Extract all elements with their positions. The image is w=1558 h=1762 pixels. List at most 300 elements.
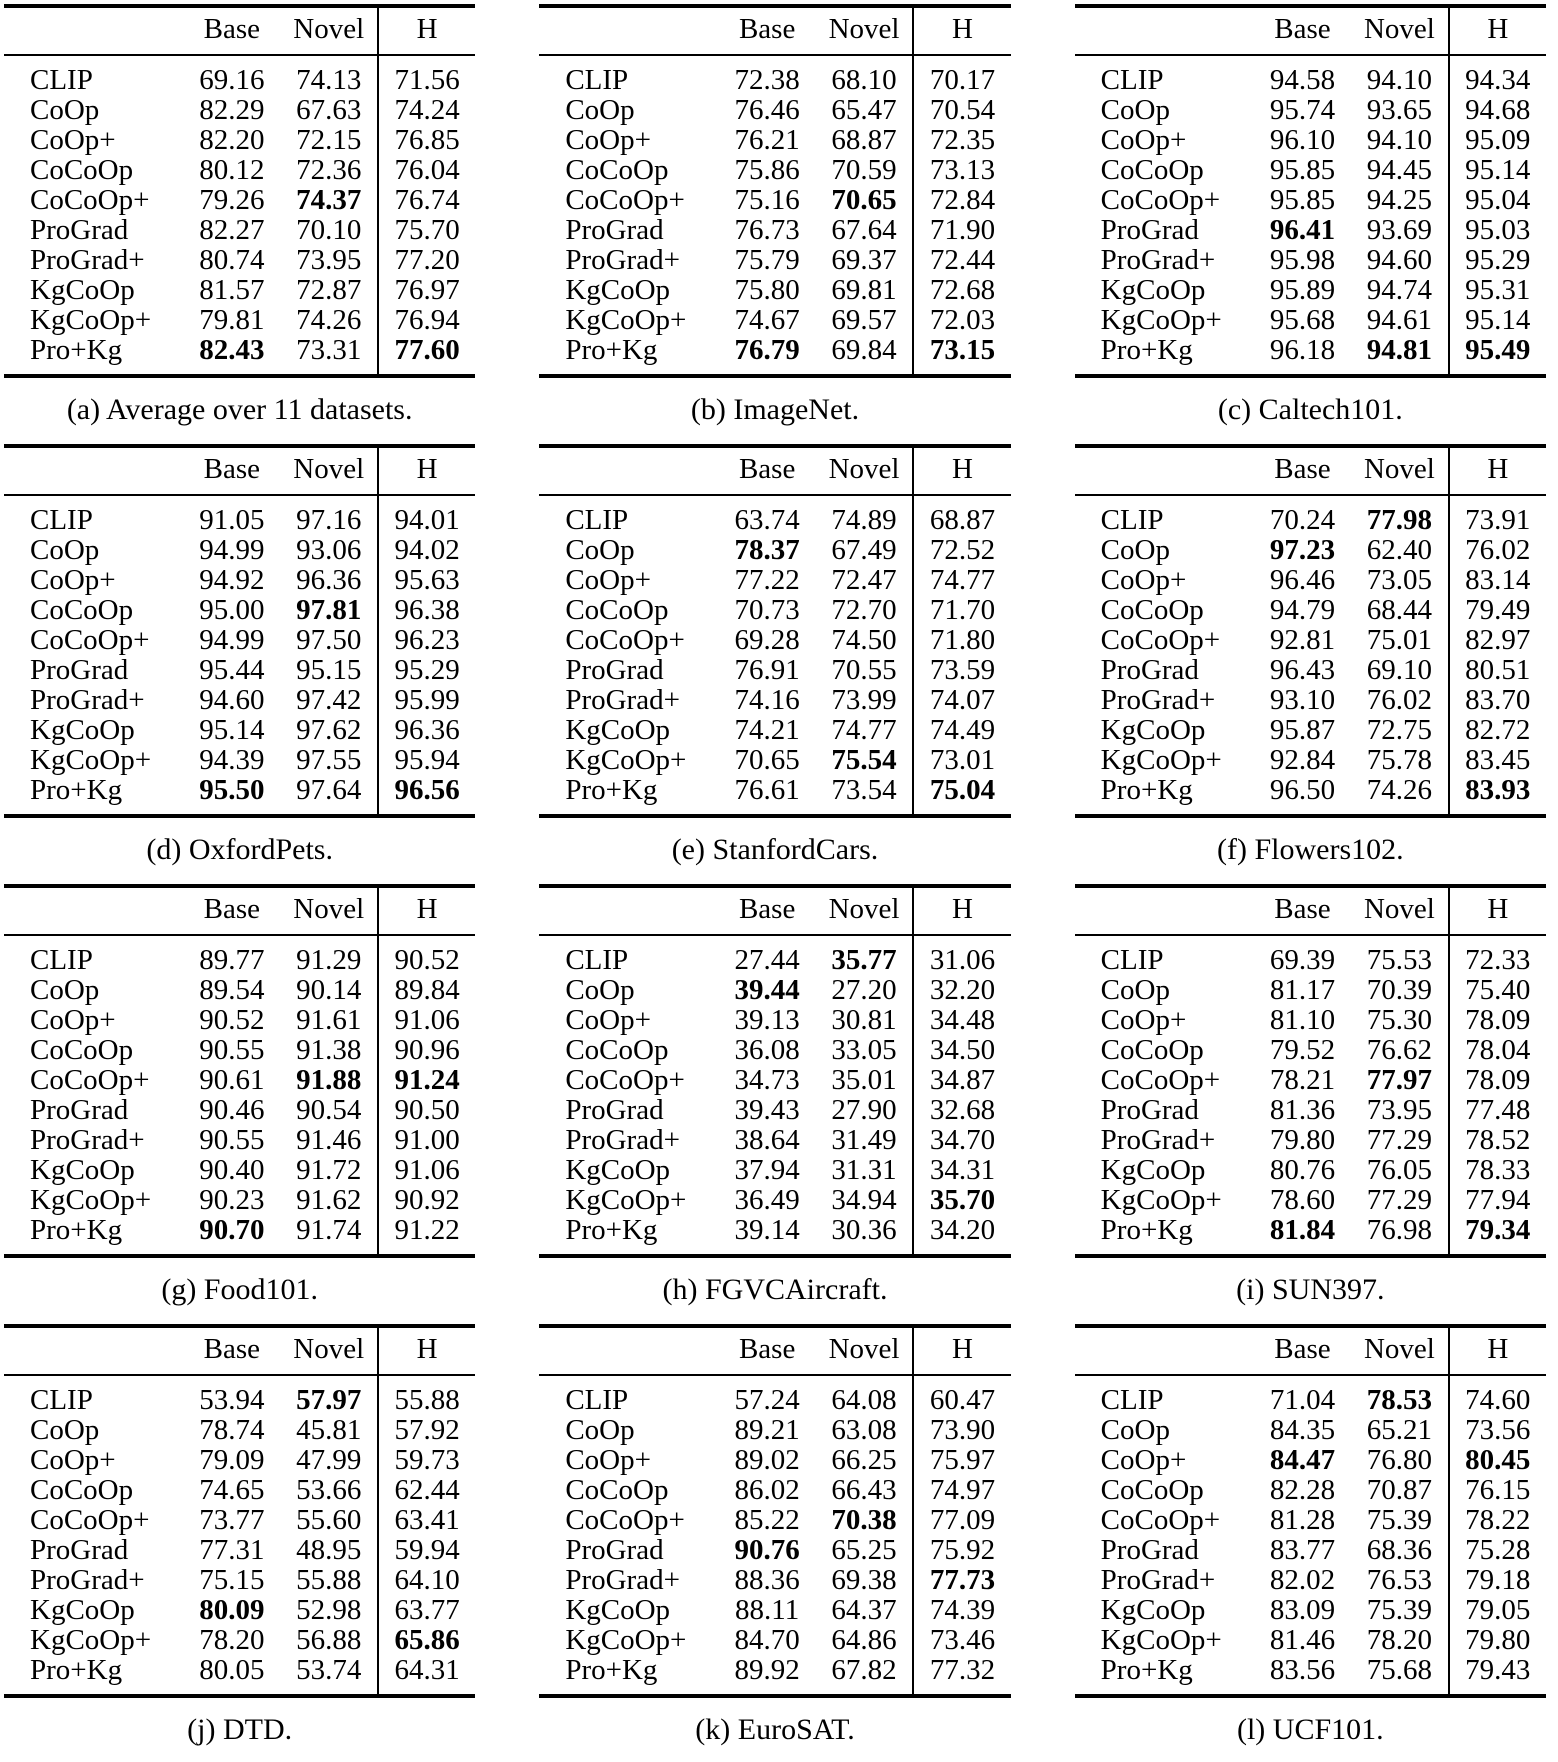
base-cell: 84.47: [1269, 1444, 1336, 1476]
method-cell: ProGrad: [30, 654, 129, 686]
h-cell: 32.68: [913, 1095, 1010, 1125]
table-row: [1075, 495, 1546, 535]
method-cell: Pro+Kg: [30, 774, 123, 806]
method-cell: CLIP: [1100, 64, 1164, 96]
novel-cell: 94.74: [1366, 274, 1432, 306]
table-row: [4, 1535, 475, 1565]
h-cell: 83.45: [1449, 745, 1546, 775]
table-row: [4, 215, 475, 245]
base-cell: 84.35: [1269, 1414, 1336, 1446]
method-cell: Pro+Kg: [30, 334, 123, 366]
table-row: [4, 155, 475, 185]
table-row: [539, 1155, 1010, 1185]
table-body: [1075, 55, 1546, 376]
h-cell: 34.48: [913, 1005, 1010, 1035]
h-cell: 62.44: [378, 1475, 475, 1505]
method-col-header: [1075, 6, 1254, 55]
table-row: [4, 335, 475, 376]
h-cell: 76.15: [1449, 1475, 1546, 1505]
table-row: [4, 1415, 475, 1445]
table-row: [539, 1475, 1010, 1505]
h-cell: 55.88: [378, 1375, 475, 1415]
h-cell: 77.20: [378, 245, 475, 275]
table-row: [1075, 655, 1546, 685]
h-cell: 96.36: [378, 715, 475, 745]
base-cell: 95.74: [1269, 94, 1336, 126]
method-cell: ProGrad: [1100, 654, 1199, 686]
table-row: [4, 1125, 475, 1155]
dataset-table-k: [539, 1324, 1010, 1760]
table-body: [4, 495, 475, 816]
base-cell: 95.68: [1269, 304, 1336, 336]
base-cell: 89.92: [734, 1654, 800, 1686]
method-col-header: [4, 886, 183, 935]
novel-cell: 56.88: [296, 1624, 362, 1656]
base-cell: 76.46: [734, 94, 800, 126]
table-row: [1075, 95, 1546, 125]
novel-cell: 77.29: [1366, 1124, 1432, 1156]
novel-cell: 67.49: [831, 534, 897, 566]
h-cell: 78.09: [1449, 1065, 1546, 1095]
table-row: [539, 1215, 1010, 1256]
benchmark-table: [539, 1324, 1010, 1698]
h-cell: 94.34: [1449, 55, 1546, 95]
table-row: [1075, 685, 1546, 715]
dataset-table-i: [1075, 884, 1546, 1320]
novel-cell: 73.54: [831, 774, 897, 806]
benchmark-table: [4, 884, 475, 1258]
table-row: [539, 715, 1010, 745]
h-cell: 73.01: [913, 745, 1010, 775]
novel-cell: 62.40: [1366, 534, 1432, 566]
method-cell: KgCoOp+: [1100, 1624, 1222, 1656]
table-body: [1075, 495, 1546, 816]
h-cell: 63.77: [378, 1595, 475, 1625]
table-row: [539, 1565, 1010, 1595]
novel-cell: 64.37: [831, 1594, 897, 1626]
method-cell: KgCoOp+: [30, 744, 152, 776]
base-cell: 95.50: [199, 774, 265, 806]
method-cell: KgCoOp+: [565, 1624, 687, 1656]
table-row: [1075, 1475, 1546, 1505]
table-caption: (j) DTD.: [187, 1713, 293, 1746]
h-cell: 75.97: [913, 1445, 1010, 1475]
method-cell: ProGrad: [1100, 214, 1199, 246]
base-cell: 84.70: [734, 1624, 800, 1656]
novel-cell: 91.88: [296, 1064, 362, 1096]
method-cell: CoCoOp: [30, 594, 134, 626]
base-cell: 96.41: [1269, 214, 1336, 246]
h-cell: 77.73: [913, 1565, 1010, 1595]
base-cell: 95.44: [199, 654, 265, 686]
table-row: [1075, 975, 1546, 1005]
base-cell: 90.76: [734, 1534, 800, 1566]
method-cell: KgCoOp: [1100, 1154, 1206, 1186]
h-cell: 79.18: [1449, 1565, 1546, 1595]
h-cell: 77.94: [1449, 1185, 1546, 1215]
h-cell: 95.94: [378, 745, 475, 775]
h-cell: 82.97: [1449, 625, 1546, 655]
base-cell: 69.28: [734, 624, 800, 656]
method-cell: Pro+Kg: [565, 1654, 658, 1686]
novel-cell: 30.36: [831, 1214, 897, 1246]
novel-cell: 74.89: [831, 504, 897, 536]
h-cell: 78.52: [1449, 1125, 1546, 1155]
h-cell: 91.06: [378, 1005, 475, 1035]
h-col-header: H: [913, 1326, 1010, 1375]
novel-cell: 75.01: [1366, 624, 1432, 656]
h-cell: 74.39: [913, 1595, 1010, 1625]
h-cell: 73.59: [913, 655, 1010, 685]
h-cell: 34.87: [913, 1065, 1010, 1095]
base-cell: 94.39: [199, 744, 265, 776]
novel-cell: 75.39: [1366, 1504, 1432, 1536]
novel-cell: 30.81: [831, 1004, 897, 1036]
table-row: [539, 55, 1010, 95]
header-row: [539, 6, 1010, 55]
benchmark-table: [539, 4, 1010, 378]
novel-cell: 69.84: [831, 334, 897, 366]
h-cell: 77.60: [378, 335, 475, 376]
base-cell: 75.16: [734, 184, 800, 216]
h-cell: 34.31: [913, 1155, 1010, 1185]
table-row: [1075, 625, 1546, 655]
novel-cell: 78.20: [1366, 1624, 1432, 1656]
h-cell: 83.93: [1449, 775, 1546, 816]
novel-cell: 65.25: [831, 1534, 897, 1566]
novel-cell: 94.10: [1366, 124, 1432, 156]
table-row: [4, 1505, 475, 1535]
method-cell: KgCoOp: [30, 1594, 135, 1626]
base-cell: 75.15: [199, 1564, 265, 1596]
base-cell: 38.64: [734, 1124, 800, 1156]
method-cell: CLIP: [565, 64, 629, 96]
novel-cell: 74.26: [296, 304, 362, 336]
method-cell: KgCoOp: [565, 1154, 671, 1186]
novel-cell: 72.15: [296, 124, 362, 156]
table-row: [4, 305, 475, 335]
table-row: [1075, 1505, 1546, 1535]
h-col-header: H: [1449, 6, 1546, 55]
novel-cell: 73.05: [1366, 564, 1432, 596]
novel-col-header: Novel: [281, 6, 378, 55]
base-cell: 81.84: [1269, 1214, 1336, 1246]
method-cell: Pro+Kg: [565, 1214, 658, 1246]
base-cell: 81.17: [1269, 974, 1336, 1006]
base-cell: 83.56: [1269, 1654, 1336, 1686]
dataset-table-h: [539, 884, 1010, 1320]
novel-cell: 31.31: [831, 1154, 897, 1186]
base-cell: 95.14: [199, 714, 265, 746]
h-cell: 80.45: [1449, 1445, 1546, 1475]
h-cell: 76.94: [378, 305, 475, 335]
base-cell: 39.44: [734, 974, 800, 1006]
novel-cell: 72.70: [831, 594, 897, 626]
method-cell: CoOp+: [1100, 564, 1187, 596]
table-row: [4, 275, 475, 305]
novel-cell: 93.69: [1366, 214, 1432, 246]
table-row: [1075, 335, 1546, 376]
novel-cell: 65.47: [831, 94, 897, 126]
h-col-header: H: [378, 1326, 475, 1375]
h-cell: 94.68: [1449, 95, 1546, 125]
table-row: [4, 1065, 475, 1095]
table-body: [1075, 935, 1546, 1256]
base-cell: 74.67: [734, 304, 800, 336]
novel-cell: 67.82: [831, 1654, 897, 1686]
base-cell: 81.28: [1269, 1504, 1336, 1536]
method-cell: CoOp: [30, 534, 100, 566]
method-cell: KgCoOp: [565, 714, 671, 746]
h-cell: 65.86: [378, 1625, 475, 1655]
h-cell: 72.68: [913, 275, 1010, 305]
h-cell: 72.84: [913, 185, 1010, 215]
h-cell: 70.54: [913, 95, 1010, 125]
table-caption: (a) Average over 11 datasets.: [66, 393, 413, 426]
h-cell: 95.63: [378, 565, 475, 595]
table-row: [4, 655, 475, 685]
h-cell: 76.04: [378, 155, 475, 185]
method-col-header: [539, 446, 718, 495]
method-cell: ProGrad: [565, 1534, 664, 1566]
method-cell: KgCoOp+: [1100, 744, 1222, 776]
novel-cell: 76.98: [1366, 1214, 1432, 1246]
method-cell: CoOp+: [30, 1444, 116, 1476]
table-row: [1075, 715, 1546, 745]
h-cell: 75.04: [913, 775, 1010, 816]
method-col-header: [539, 1326, 718, 1375]
table-caption: (i) SUN397.: [1236, 1273, 1385, 1306]
novel-cell: 69.38: [831, 1564, 897, 1596]
h-cell: 91.00: [378, 1125, 475, 1155]
h-cell: 34.70: [913, 1125, 1010, 1155]
base-cell: 82.27: [199, 214, 265, 246]
table-row: [4, 625, 475, 655]
method-col-header: [1075, 886, 1254, 935]
h-cell: 71.56: [378, 55, 475, 95]
table-row: [4, 495, 475, 535]
method-cell: CoOp: [565, 94, 635, 126]
h-cell: 34.20: [913, 1215, 1010, 1256]
h-cell: 71.80: [913, 625, 1010, 655]
novel-cell: 67.63: [296, 94, 362, 126]
benchmark-table: [4, 1324, 475, 1698]
novel-cell: 93.06: [296, 534, 362, 566]
table-row: [4, 1375, 475, 1415]
h-col-header: H: [1449, 446, 1546, 495]
base-cell: 96.10: [1269, 124, 1336, 156]
base-cell: 39.13: [734, 1004, 800, 1036]
h-cell: 96.38: [378, 595, 475, 625]
h-cell: 91.06: [378, 1155, 475, 1185]
base-col-header: Base: [183, 446, 280, 495]
h-cell: 59.94: [378, 1535, 475, 1565]
method-cell: CoOp+: [1100, 1004, 1187, 1036]
base-cell: 79.80: [1269, 1124, 1336, 1156]
base-cell: 34.73: [734, 1064, 800, 1096]
h-cell: 32.20: [913, 975, 1010, 1005]
base-cell: 96.46: [1269, 564, 1336, 596]
table-row: [4, 1155, 475, 1185]
table-body: [4, 1375, 475, 1696]
method-cell: Pro+Kg: [30, 1214, 123, 1246]
base-cell: 94.60: [199, 684, 265, 716]
novel-cell: 73.31: [296, 334, 362, 366]
novel-cell: 91.62: [296, 1184, 362, 1216]
novel-cell: 63.08: [831, 1414, 897, 1446]
novel-cell: 69.81: [831, 274, 897, 306]
base-col-header: Base: [718, 446, 815, 495]
h-cell: 72.44: [913, 245, 1010, 275]
novel-cell: 94.10: [1366, 64, 1432, 96]
base-cell: 90.52: [199, 1004, 265, 1036]
novel-cell: 33.05: [831, 1034, 897, 1066]
table-row: [539, 535, 1010, 565]
h-cell: 75.28: [1449, 1535, 1546, 1565]
table-row: [539, 275, 1010, 305]
dataset-table-j: [4, 1324, 475, 1760]
method-cell: KgCoOp+: [1100, 304, 1222, 336]
base-cell: 85.22: [734, 1504, 800, 1536]
method-cell: Pro+Kg: [1100, 774, 1193, 806]
base-cell: 94.58: [1269, 64, 1336, 96]
novel-cell: 94.81: [1366, 334, 1432, 366]
table-row: [1075, 185, 1546, 215]
table-row: [4, 185, 475, 215]
base-cell: 94.99: [199, 534, 265, 566]
novel-cell: 45.81: [296, 1414, 362, 1446]
novel-cell: 94.60: [1366, 244, 1432, 276]
table-row: [1075, 745, 1546, 775]
table-caption: (h) FGVCAircraft.: [662, 1273, 888, 1306]
table-caption: (k) EuroSAT.: [695, 1713, 855, 1746]
base-cell: 81.46: [1269, 1624, 1336, 1656]
novel-cell: 91.72: [296, 1154, 362, 1186]
novel-col-header: Novel: [1351, 446, 1448, 495]
method-cell: CLIP: [1100, 504, 1164, 536]
table-row: [4, 685, 475, 715]
table-row: [1075, 1655, 1546, 1696]
method-cell: CoCoOp: [1100, 1034, 1204, 1066]
table-row: [1075, 275, 1546, 305]
base-cell: 96.50: [1269, 774, 1336, 806]
method-cell: CoCoOp+: [565, 184, 685, 216]
method-cell: ProGrad: [1100, 1094, 1199, 1126]
table-row: [1075, 125, 1546, 155]
base-cell: 69.39: [1269, 944, 1336, 976]
table-caption: (d) OxfordPets.: [146, 833, 333, 866]
h-cell: 83.14: [1449, 565, 1546, 595]
method-cell: ProGrad: [565, 1094, 664, 1126]
table-row: [539, 1655, 1010, 1696]
method-cell: ProGrad+: [1100, 244, 1216, 276]
table-row: [539, 245, 1010, 275]
h-cell: 96.56: [378, 775, 475, 816]
base-cell: 93.10: [1269, 684, 1336, 716]
table-row: [1075, 1185, 1546, 1215]
table-row: [539, 595, 1010, 625]
novel-cell: 74.77: [831, 714, 897, 746]
base-cell: 81.36: [1269, 1094, 1336, 1126]
novel-cell: 75.78: [1366, 744, 1432, 776]
method-cell: ProGrad+: [30, 1124, 145, 1156]
base-cell: 78.21: [1269, 1064, 1336, 1096]
table-row: [539, 565, 1010, 595]
method-cell: ProGrad+: [1100, 1564, 1216, 1596]
table-row: [4, 1005, 475, 1035]
table-body: [539, 495, 1010, 816]
table-caption: (g) Food101.: [161, 1273, 318, 1306]
benchmark-table: [539, 444, 1010, 818]
h-cell: 73.56: [1449, 1415, 1546, 1445]
table-body: [539, 1375, 1010, 1696]
base-col-header: Base: [718, 1326, 815, 1375]
base-col-header: Base: [1254, 6, 1351, 55]
h-cell: 76.02: [1449, 535, 1546, 565]
base-cell: 92.84: [1269, 744, 1336, 776]
method-cell: CLIP: [565, 504, 629, 536]
h-cell: 78.33: [1449, 1155, 1546, 1185]
method-cell: CoCoOp+: [565, 1064, 685, 1096]
novel-cell: 97.42: [296, 684, 362, 716]
table-row: [539, 185, 1010, 215]
h-cell: 75.70: [378, 215, 475, 245]
novel-cell: 77.29: [1366, 1184, 1432, 1216]
table-row: [4, 715, 475, 745]
benchmark-table: [1075, 884, 1546, 1258]
h-cell: 79.80: [1449, 1625, 1546, 1655]
base-cell: 53.94: [199, 1384, 265, 1416]
header-row: [4, 6, 475, 55]
method-cell: CoOp: [30, 974, 100, 1006]
novel-cell: 73.99: [831, 684, 897, 716]
table-row: [1075, 1215, 1546, 1256]
h-cell: 95.49: [1449, 335, 1546, 376]
table-row: [1075, 935, 1546, 975]
method-cell: KgCoOp+: [30, 1624, 152, 1656]
base-cell: 86.02: [734, 1474, 800, 1506]
method-cell: CoCoOp: [1100, 1474, 1204, 1506]
table-row: [4, 775, 475, 816]
novel-cell: 64.86: [831, 1624, 897, 1656]
table-row: [539, 775, 1010, 816]
method-cell: ProGrad: [30, 1534, 129, 1566]
method-cell: KgCoOp: [1100, 1594, 1206, 1626]
base-cell: 73.77: [199, 1504, 265, 1536]
novel-cell: 90.14: [296, 974, 362, 1006]
novel-cell: 75.39: [1366, 1594, 1432, 1626]
h-cell: 73.13: [913, 155, 1010, 185]
novel-cell: 27.90: [831, 1094, 897, 1126]
novel-cell: 27.20: [831, 974, 897, 1006]
table-row: [4, 1565, 475, 1595]
h-cell: 74.24: [378, 95, 475, 125]
method-cell: CoCoOp: [30, 1034, 134, 1066]
method-cell: KgCoOp+: [30, 1184, 152, 1216]
novel-cell: 70.87: [1366, 1474, 1432, 1506]
base-cell: 74.16: [734, 684, 800, 716]
novel-cell: 74.50: [831, 624, 897, 656]
method-cell: CoCoOp+: [565, 624, 685, 656]
novel-cell: 91.61: [296, 1004, 362, 1036]
h-cell: 35.70: [913, 1185, 1010, 1215]
base-col-header: Base: [1254, 446, 1351, 495]
novel-cell: 57.97: [296, 1384, 362, 1416]
table-row: [4, 1595, 475, 1625]
base-cell: 76.91: [734, 654, 800, 686]
h-cell: 90.96: [378, 1035, 475, 1065]
h-cell: 91.24: [378, 1065, 475, 1095]
